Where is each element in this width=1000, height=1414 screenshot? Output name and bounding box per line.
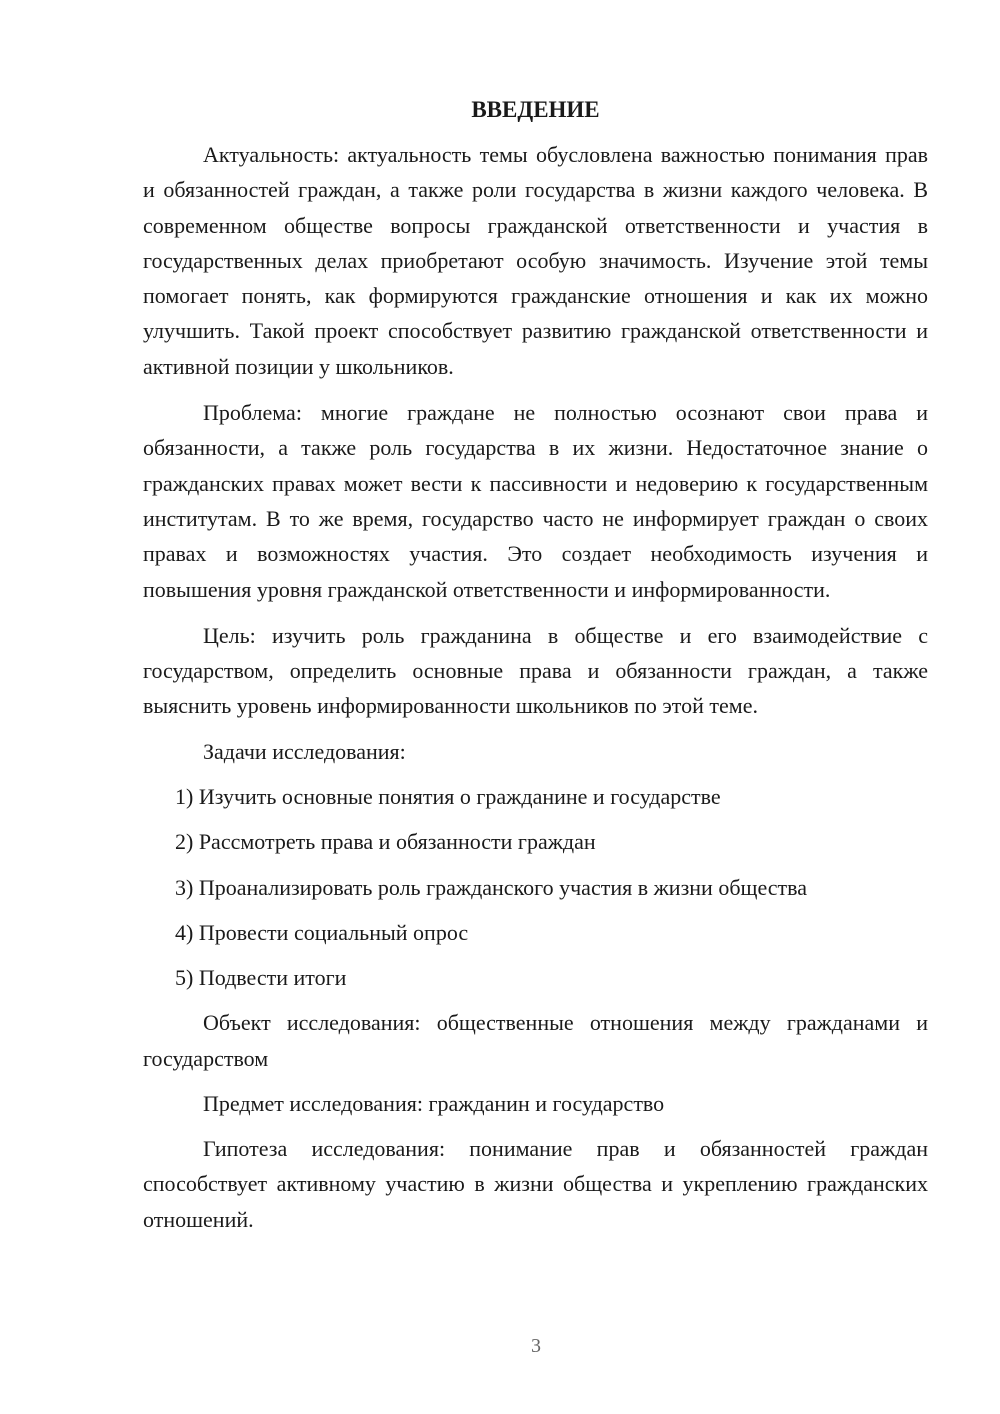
task-item: 2) Рассмотреть права и обязанности граждан [175,829,596,855]
paragraph-relevance: Актуальность: актуальность темы обусловлена важностью понимания прав и обязанностей граждан, а также роли государства в жизни каждого человека. В современном обществе вопросы гражданской ответственности и участия в государственных делах приобретают особую значимость. Изучение этой темы помогает понять, как формируются гражданские отношения и как их можно улучшить. Такой проект способствует развитию гражданской ответственности и активной позиции у школьников. [143,142,928,379]
page-number: 3 [531,1335,541,1357]
paragraph-problem: Проблема: многие граждане не полностью осознают свои права и обязанности, а также роль государства в их жизни. Недостаточное знание о гражданских правах может вести к пассивности и недоверию к государственным институтам. В то же время, государство часто не информирует граждан о своих правах и возможностях участия. Это создает необходимость изучения и повышения уровня гражданской ответственности и информированности. [143,400,928,602]
task-item: 3) Проанализировать роль гражданского участия в жизни общества [175,874,808,900]
tasks-heading: Задачи исследования: [203,738,406,764]
task-item: 1) Изучить основные понятия о гражданине и государстве [175,784,721,810]
task-item: 5) Подвести итоги [175,965,347,991]
section-title: ВВЕДЕНИЕ [471,97,600,122]
paragraph-subject: Предмет исследования: гражданин и государство [203,1090,665,1116]
task-list [143,779,928,995]
task-item: 4) Провести социальный опрос [175,919,469,945]
document-page [143,95,928,1237]
paragraph-hypothesis: Гипотеза исследования: понимание прав и обязанностей граждан способствует активному участию в жизни общества и укреплению гражданских отношений. [143,1136,928,1232]
paragraph-goal: Цель: изучить роль гражданина в обществе и его взаимодействие с государством, определить основные права и обязанности граждан, а также выяснить уровень информированности школьников по этой теме. [143,622,928,719]
paragraph-object: Объект исследования: общественные отношения между гражданами и государством [143,1010,928,1071]
